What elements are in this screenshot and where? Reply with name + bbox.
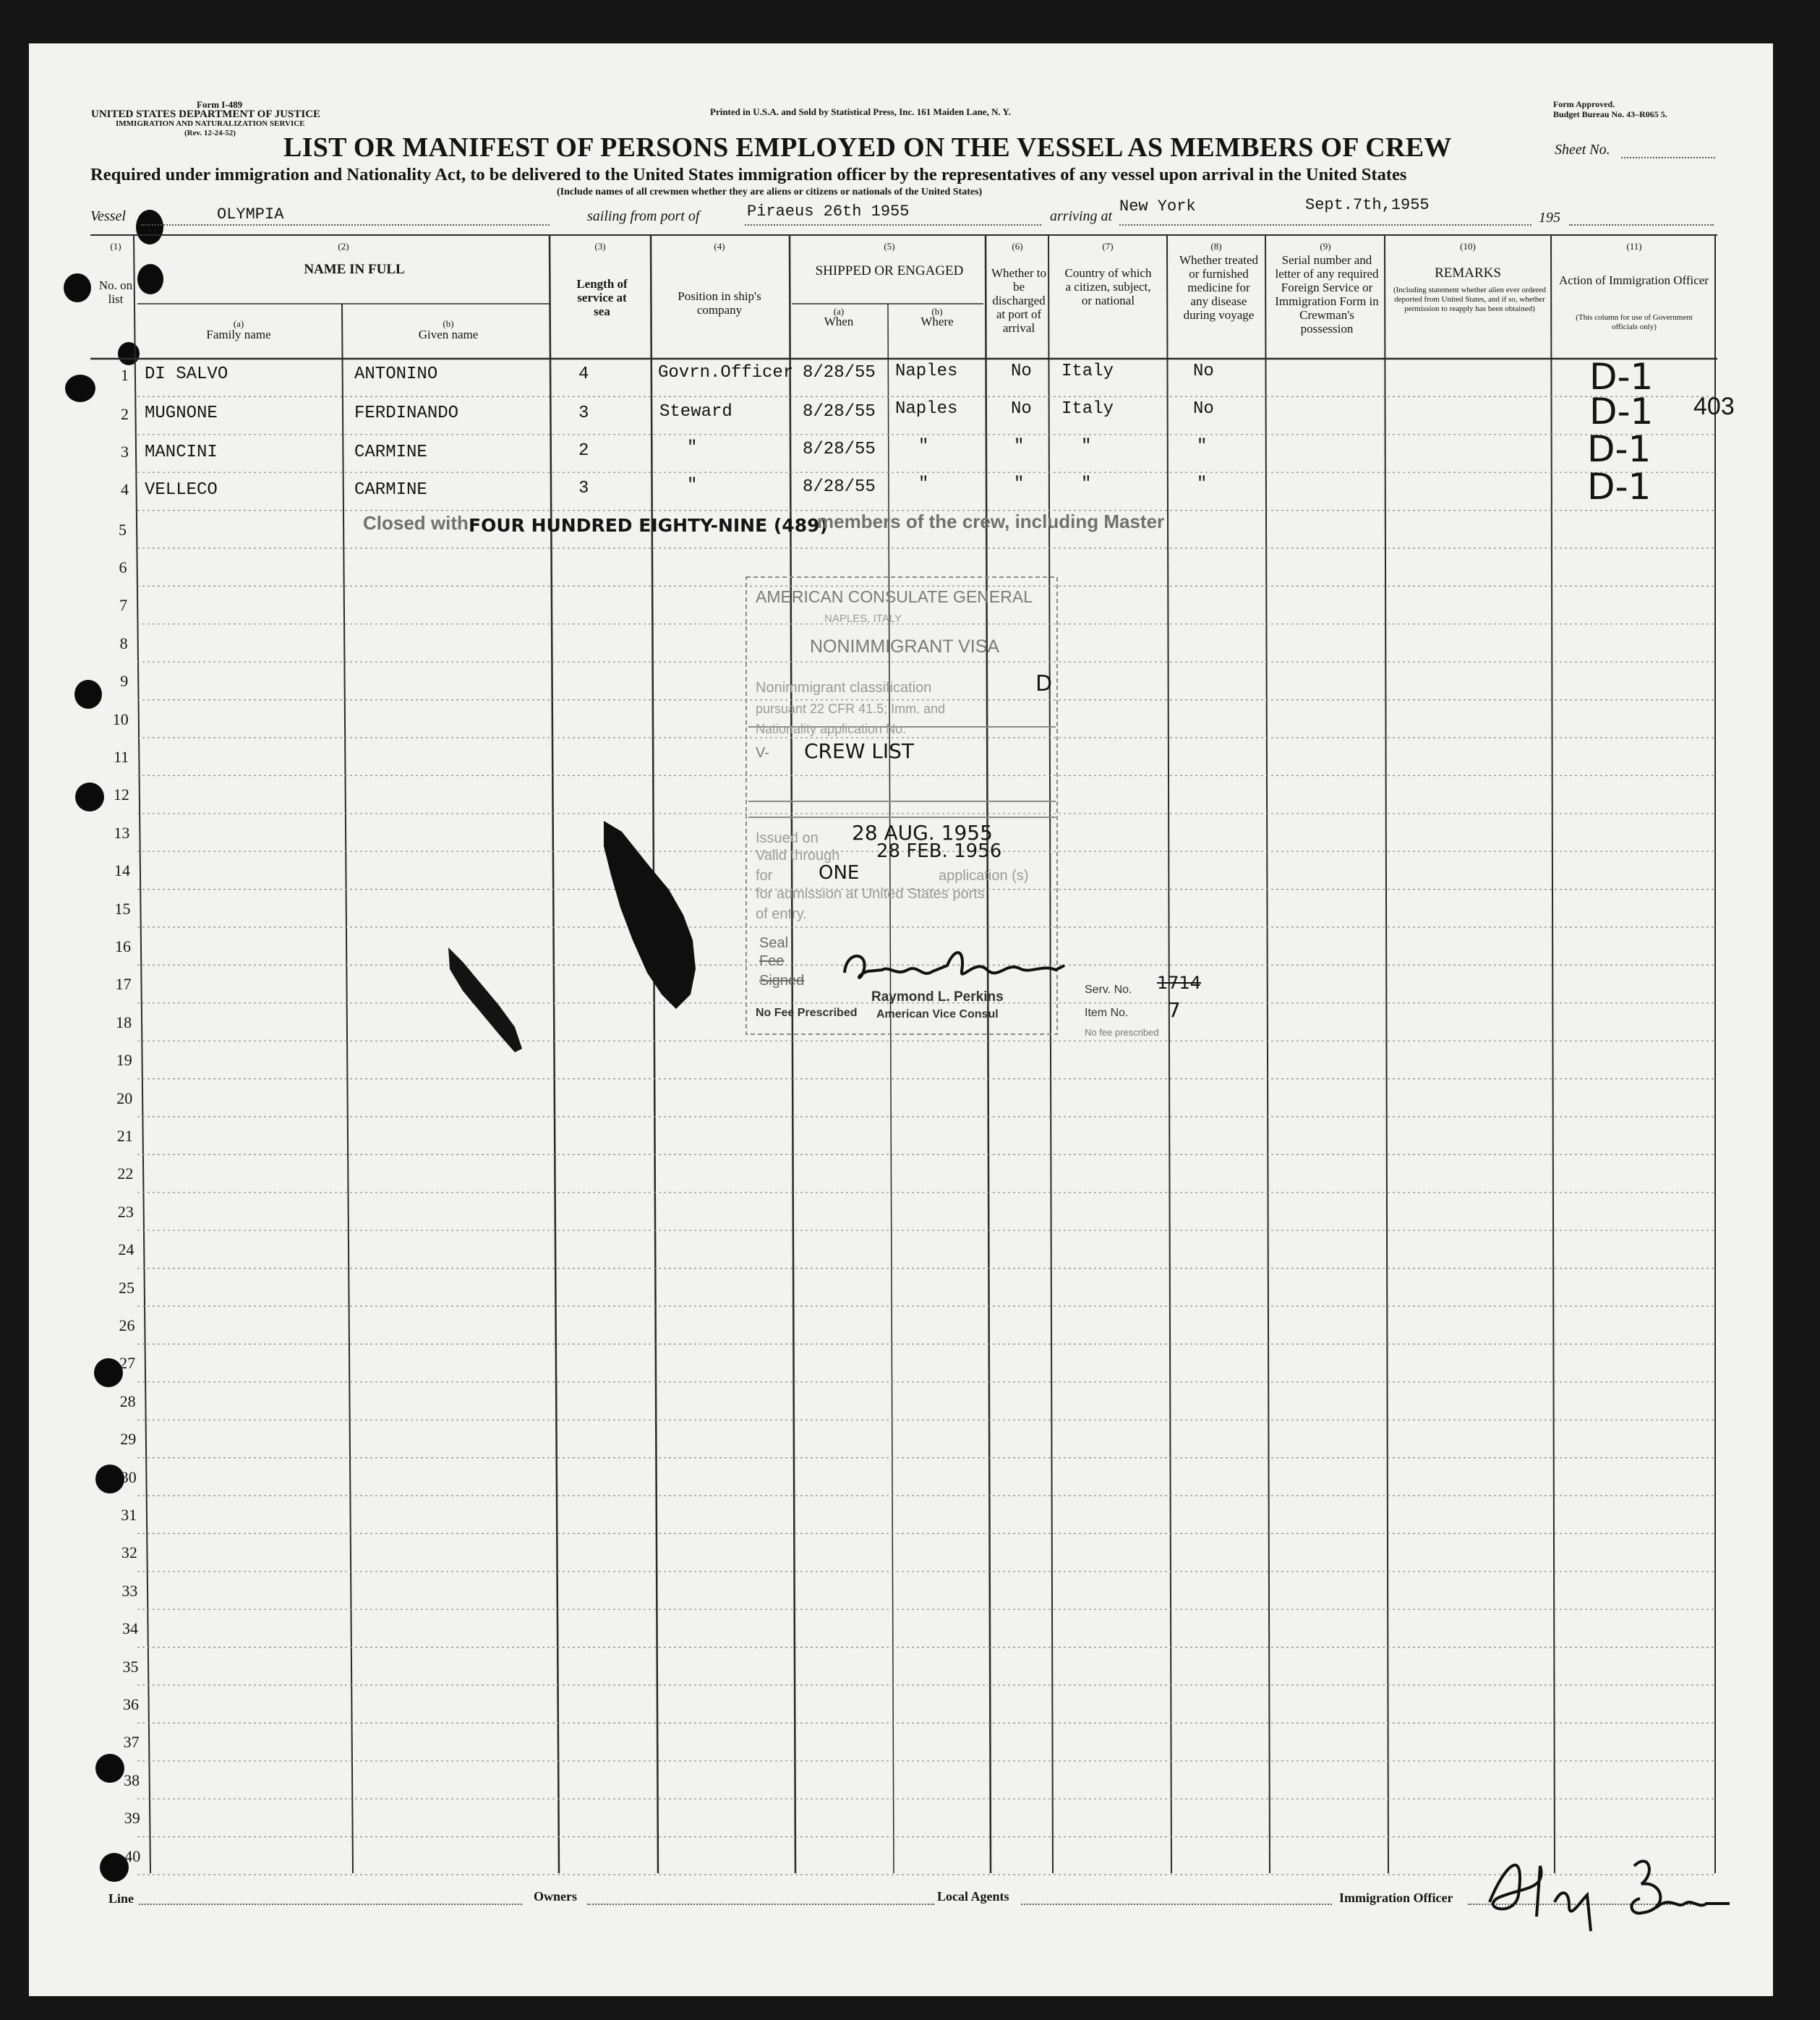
row-number: 3 [121,443,129,461]
sailing-label: sailing from port of [587,208,700,224]
row-number: 15 [114,899,131,918]
stamp-v: V- [756,745,769,761]
col-num-7: (7) [1102,241,1114,252]
when: 8/28/55 [803,477,876,497]
stamp-signer: Raymond L. Perkins [871,989,1004,1005]
action-mark: D-1 [1589,391,1654,432]
row-number: 21 [116,1127,133,1145]
department: UNITED STATES DEPARTMENT OF JUSTICE [91,108,321,120]
col-given-b: (b) [443,318,454,329]
footer-officer-label: Immigration Officer [1339,1891,1453,1905]
stamp-signed: Signed [759,973,805,989]
country: Italy [1061,399,1114,419]
footer-owners-label: Owners [534,1889,577,1904]
revision: (Rev. 12-24-52) [184,129,236,137]
given-name: ANTONINO [354,365,438,384]
col-name-in-full: NAME IN FULL [304,262,405,277]
vessel-value: OLYMPIA [217,205,284,223]
given-name: CARMINE [354,480,427,500]
stamp-fee: Fee [759,953,785,969]
col-no-on-list: No. on list [98,278,133,306]
row-number: 22 [117,1164,134,1183]
row-number: 13 [114,823,130,842]
treated: " [1197,437,1208,456]
col-where-b: (b) [931,306,943,317]
serv-value: 1714 [1157,973,1202,993]
form-number: Form I-489 [197,99,243,110]
serv-label: Serv. No. [1085,984,1132,996]
col-num-1: (1) [110,241,121,252]
action-mark: D-1 [1587,466,1652,508]
where: Naples [895,362,958,381]
row-number: 5 [119,520,127,539]
stamp-issued-label: Issued on [756,830,819,846]
action-mark: D-1 [1589,356,1654,398]
stamp-classification-value: D [1035,671,1053,696]
given-name: CARMINE [354,443,427,462]
item-label: Item No. [1085,1007,1129,1019]
vessel-label: Vessel [90,208,126,224]
stamp-crew-list: CREW LIST [804,739,915,763]
required-statement: Required under immigration and Nationality Act, to be delivered to the United States immigration officer by the representatives of any vessel upon arrival in the United States [90,165,1407,184]
form-approved: Form Approved. [1553,99,1615,109]
officer-signature [1461,1823,1743,1938]
closing-count: FOUR HUNDRED EIGHTY-NINE (489) [469,515,828,536]
row-number: 36 [123,1695,140,1713]
country: Italy [1061,362,1114,381]
row-number: 38 [124,1770,140,1789]
length-of-service: 4 [578,365,589,384]
discharged: " [1014,474,1025,494]
stamp-pursuant: pursuant 22 CFR 41.5; Imm. and [756,702,946,716]
position: Govrn.Officer [658,363,794,383]
col-num-5: (5) [884,241,895,252]
stamp-valid-label: Valid through [756,848,840,864]
stamp-for: ONE [819,862,860,884]
col-num-3: (3) [594,241,606,252]
row-number: 32 [121,1543,137,1562]
col-treated: Whether treated or furnished medicine for any disease during voyage [1179,253,1258,322]
action-mark: D-1 [1587,428,1652,470]
col-num-9: (9) [1320,241,1331,252]
row-number: 8 [119,634,128,652]
row-number: 40 [124,1846,141,1865]
treated: No [1193,399,1214,419]
stamp-consulate: AMERICAN CONSULATE GENERAL [756,587,1033,606]
col-discharged: Whether to be discharged at port of arrival [991,266,1046,335]
col-serial-number: Serial number and letter of any required Foreign Service or Immigration Form in Crewman's possession [1275,253,1379,336]
stamp-valid: 28 FEB. 1956 [876,840,1002,862]
consul-signature [839,944,1070,994]
row-number: 25 [119,1278,134,1297]
seal-blotch [448,947,522,1052]
col-when-a: (a) [833,306,845,317]
col-family-name: Family name [206,328,271,341]
item-value: 7 [1168,998,1181,1022]
side-number: 403 [1693,393,1735,420]
stamp-issued: 28 AUG. 1955 [852,821,993,845]
row-number: 29 [120,1430,137,1449]
stamp-classification: Nonimmigrant classification [756,680,932,696]
agents-field [1021,1904,1332,1905]
row-number: 24 [118,1240,134,1259]
row-number: 23 [117,1202,134,1221]
stamp-entry: of entry. [756,906,807,922]
footer-agents-label: Local Agents [937,1889,1009,1904]
discharged: " [1014,437,1025,456]
service: IMMIGRATION AND NATURALIZATION SERVICE [116,119,305,128]
row-number: 39 [124,1809,140,1828]
col-num-8: (8) [1210,241,1222,252]
position: Steward [659,402,732,422]
row-number: 17 [115,975,132,994]
length-of-service: 2 [578,441,589,461]
budget-bureau: Budget Bureau No. 43–R065 5. [1553,109,1667,119]
discharged: No [1011,399,1032,419]
family-name: VELLECO [145,480,218,500]
row-number: 14 [114,861,130,880]
footer-line-label: Line [108,1891,134,1906]
row-number: 9 [120,672,129,691]
where: " [918,437,929,456]
col-position: Position in ship's company [678,289,761,317]
when: 8/28/55 [803,440,876,459]
row-number: 37 [123,1733,140,1752]
row-number: 11 [114,748,129,766]
stamp-admission: for admission at United States ports [756,886,985,902]
row-number: 4 [121,480,129,498]
row-number: 28 [119,1392,136,1410]
family-name: MUGNONE [145,404,218,423]
sheet-label: Sheet No. [1555,142,1610,158]
row-number: 2 [121,405,129,423]
col-num-6: (6) [1012,241,1023,252]
when: 8/28/55 [803,402,876,422]
discharged: No [1011,362,1032,381]
row-number: 10 [112,709,129,728]
col-num-10: (10) [1460,241,1476,252]
stamp-application: application (s) [939,868,1029,884]
given-name: FERDINANDO [354,404,459,423]
row-number: 27 [119,1354,136,1373]
length-of-service: 3 [578,479,589,498]
include-note: (Include names of all crewmen whether they are aliens or citizens or nationals of the United States) [557,187,983,197]
col-shipped-or-engaged: SHIPPED OR ENGAGED [815,263,964,278]
length-of-service: 3 [578,404,589,423]
row-number: 30 [120,1467,137,1486]
row-number: 19 [116,1051,132,1070]
line-field [139,1904,522,1905]
family-name: MANCINI [145,443,218,462]
row-number: 1 [121,366,129,384]
row-number: 35 [122,1657,139,1676]
col-where: Where [920,315,954,328]
col-remarks: REMARKS [1435,265,1501,281]
family-name: DI SALVO [145,365,228,384]
sailing-from-value: Piraeus 26th 1955 [747,203,910,221]
seal-blotch [604,821,696,1009]
stamp-no-fee: No Fee Prescribed [756,1007,858,1019]
closing-prefix: Closed with [363,512,469,534]
stamp-consul-title: American Vice Consul [876,1008,999,1020]
row-number: 31 [121,1506,137,1524]
stamp-visa-type: NONIMMIGRANT VISA [810,636,1000,657]
stamp-seal: Seal [759,935,789,951]
treated: No [1193,362,1214,381]
row-number: 33 [121,1581,138,1600]
stamp-city: NAPLES, ITALY [824,613,902,625]
year-suffix: 195 [1539,210,1560,226]
stamp-for-label: for [756,868,773,884]
country: " [1081,474,1092,494]
no-fee-prescribed: No fee prescribed [1085,1027,1159,1038]
col-action: Action of Immigration Officer [1559,273,1709,287]
col-num-11: (11) [1626,241,1642,252]
row-number: 26 [119,1316,135,1334]
stamp-application-no: Nationality application No. [756,722,907,736]
arrival-date-value: Sept.7th,1955 [1305,196,1430,214]
row-number: 18 [116,1013,132,1031]
col-given-name: Given name [418,328,479,341]
row-number: 16 [115,937,132,955]
closing-suffix: members of the crew, including Master [817,511,1165,532]
position: " [687,438,698,458]
row-number: 6 [119,558,127,576]
arriving-label: arriving at [1050,208,1113,224]
treated: " [1197,474,1208,494]
col-length-of-service: Length of service at sea [576,277,628,318]
col-country: Country of which a citizen, subject, or national [1064,266,1152,307]
col-when: When [824,315,854,328]
country: " [1081,437,1092,456]
col-num-4: (4) [714,241,725,252]
row-number: 12 [113,785,129,804]
page-title: LIST OR MANIFEST OF PERSONS EMPLOYED ON THE VESSEL AS MEMBERS OF CREW [283,132,1452,163]
row-number: 20 [116,1088,133,1107]
when: 8/28/55 [803,363,876,383]
row-number: 7 [119,596,128,615]
owners-field [587,1904,934,1905]
col-remarks-note: (Including statement whether alien ever ordered deported from United States, and if so, whether permission to reapply has been obtained) [1393,286,1547,313]
col-family-a: (a) [233,318,244,329]
where: " [918,474,929,494]
arriving-at-value: New York [1119,197,1196,216]
where: Naples [895,399,958,419]
col-action-note: (This column for use of Government officials only) [1576,313,1693,331]
printer-note: Printed in U.S.A. and Sold by Statistical Press, Inc. 161 Maiden Lane, N. Y. [710,106,1011,117]
position: " [687,476,698,495]
col-num-2: (2) [338,241,349,252]
row-number: 34 [121,1619,138,1638]
